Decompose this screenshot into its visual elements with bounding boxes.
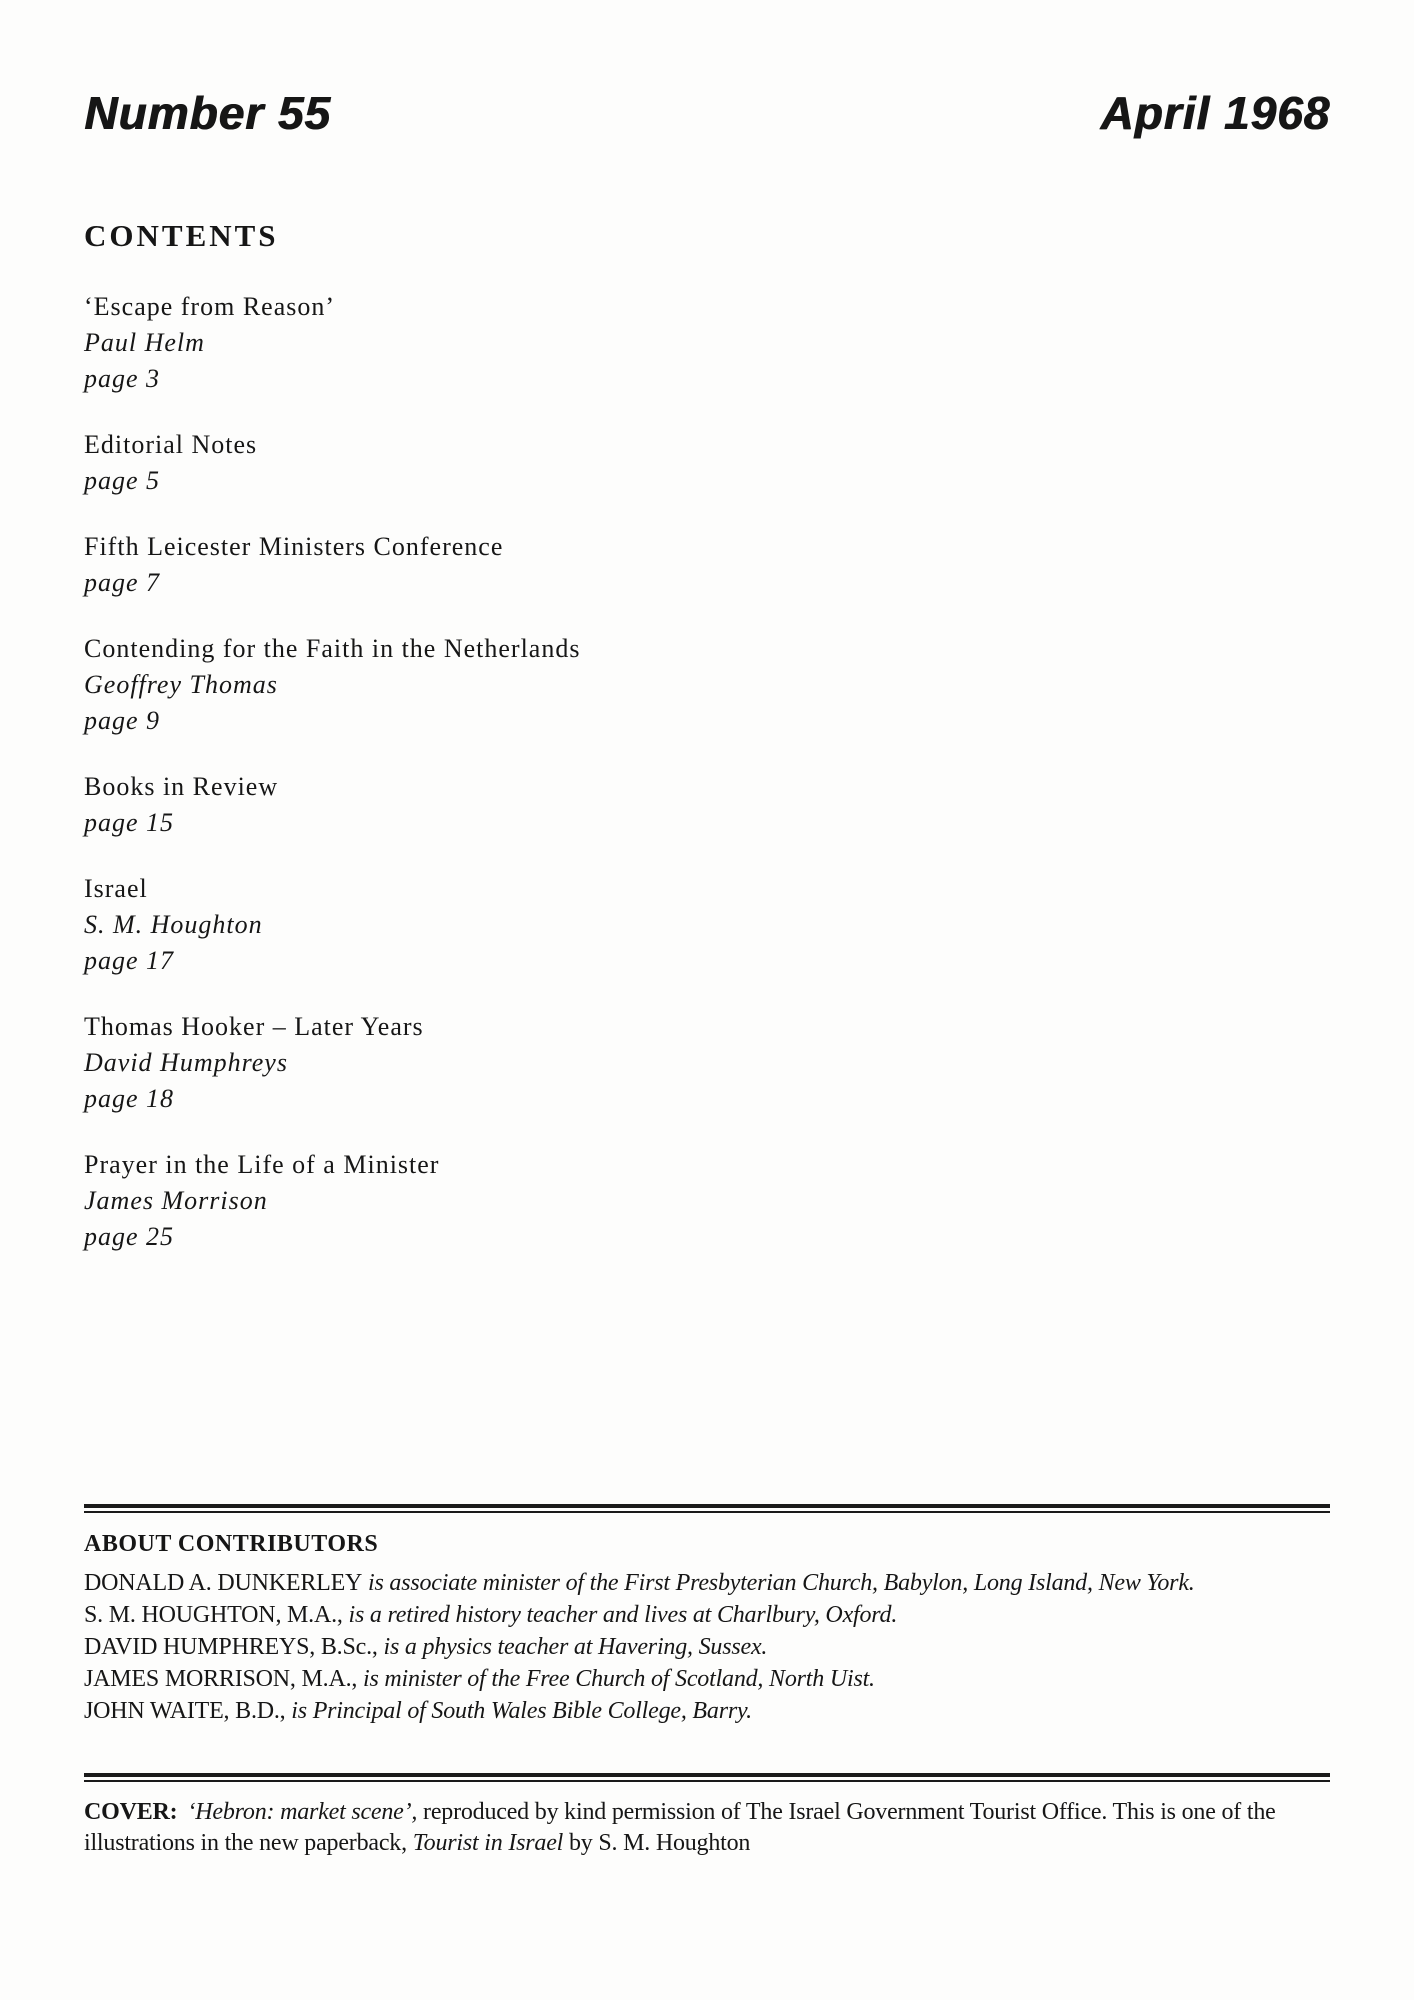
text-segment: by S. M. Houghton bbox=[563, 1830, 751, 1856]
toc-entry bbox=[84, 871, 1330, 979]
toc-entry-page: page 25 bbox=[84, 1222, 175, 1251]
contributor-item bbox=[84, 1663, 1330, 1695]
horizontal-rule bbox=[84, 1504, 1330, 1513]
table-of-contents bbox=[84, 289, 1330, 1255]
contributor-description: is associate minister of the First Presbyterian Church, Babylon, Long Island, New York. bbox=[362, 1570, 1195, 1596]
toc-entry-author: David Humphreys bbox=[84, 1048, 288, 1077]
toc-entry-title: Prayer in the Life of a Minister bbox=[84, 1150, 440, 1179]
contributors-heading: ABOUT CONTRIBUTORS bbox=[84, 1531, 379, 1557]
toc-entry bbox=[84, 529, 1330, 601]
contributor-description: is minister of the Free Church of Scotland, North Uist. bbox=[357, 1666, 875, 1692]
toc-entry-author: S. M. Houghton bbox=[84, 910, 263, 939]
footer-sections bbox=[84, 1504, 1330, 1883]
cover-text bbox=[84, 1799, 1276, 1856]
toc-entry bbox=[84, 631, 1330, 739]
contributor-name: JAMES MORRISON, M.A., bbox=[84, 1666, 358, 1692]
toc-entry-title: Israel bbox=[84, 874, 148, 903]
toc-entry-author: James Morrison bbox=[84, 1186, 268, 1215]
issue-date: April 1968 bbox=[1100, 87, 1330, 139]
toc-entry-title: Contending for the Faith in the Netherlands bbox=[84, 634, 581, 663]
contributor-item bbox=[84, 1599, 1330, 1631]
toc-entry-title: Fifth Leicester Ministers Conference bbox=[84, 532, 504, 561]
toc-entry-page: page 15 bbox=[84, 808, 175, 837]
contributor-name: DAVID HUMPHREYS, B.Sc., bbox=[84, 1634, 378, 1660]
toc-entry-page: page 3 bbox=[84, 364, 161, 393]
contributor-name: JOHN WAITE, B.D., bbox=[84, 1698, 286, 1724]
toc-entry-title: ‘Escape from Reason’ bbox=[84, 292, 336, 321]
text-segment: ‘Hebron: market scene’, bbox=[187, 1799, 418, 1825]
horizontal-rule bbox=[84, 1773, 1330, 1782]
toc-entry-page: page 7 bbox=[84, 568, 161, 597]
toc-entry-title: Editorial Notes bbox=[84, 430, 258, 459]
contributor-description: is Principal of South Wales Bible College, Barry. bbox=[285, 1698, 752, 1724]
toc-entry-page: page 5 bbox=[84, 466, 161, 495]
contributor-description: is a retired history teacher and lives at Charlbury, Oxford. bbox=[342, 1602, 898, 1628]
contents-heading: CONTENTS bbox=[84, 218, 279, 253]
toc-entry-author: Geoffrey Thomas bbox=[84, 670, 278, 699]
issue-number: Number 55 bbox=[84, 87, 331, 139]
toc-entry-title: Thomas Hooker – Later Years bbox=[84, 1012, 424, 1041]
toc-entry bbox=[84, 289, 1330, 397]
toc-entry bbox=[84, 769, 1330, 841]
text-segment: reproduced by kind permission of The Israel Government Tourist Office. This is one of the illustrations in the new paperback, bbox=[84, 1799, 1276, 1856]
contributor-name: DONALD A. DUNKERLEY bbox=[84, 1570, 363, 1596]
cover-note bbox=[84, 1797, 1330, 1859]
contributor-name: S. M. HOUGHTON, M.A., bbox=[84, 1602, 343, 1628]
toc-entry-author: Paul Helm bbox=[84, 328, 205, 357]
toc-entry bbox=[84, 427, 1330, 499]
text-segment: Tourist in Israel bbox=[412, 1830, 564, 1856]
contributor-item bbox=[84, 1695, 1330, 1727]
contributors-list bbox=[84, 1567, 1330, 1727]
masthead bbox=[84, 0, 1330, 139]
toc-entry bbox=[84, 1147, 1330, 1255]
toc-entry-page: page 9 bbox=[84, 706, 161, 735]
toc-entry-page: page 17 bbox=[84, 946, 175, 975]
toc-entry bbox=[84, 1009, 1330, 1117]
cover-label: COVER: bbox=[84, 1799, 178, 1825]
toc-entry-title: Books in Review bbox=[84, 772, 279, 801]
contributor-item bbox=[84, 1631, 1330, 1663]
toc-entry-page: page 18 bbox=[84, 1084, 175, 1113]
contributor-description: is a physics teacher at Havering, Sussex. bbox=[377, 1634, 768, 1660]
contributor-item bbox=[84, 1567, 1330, 1599]
